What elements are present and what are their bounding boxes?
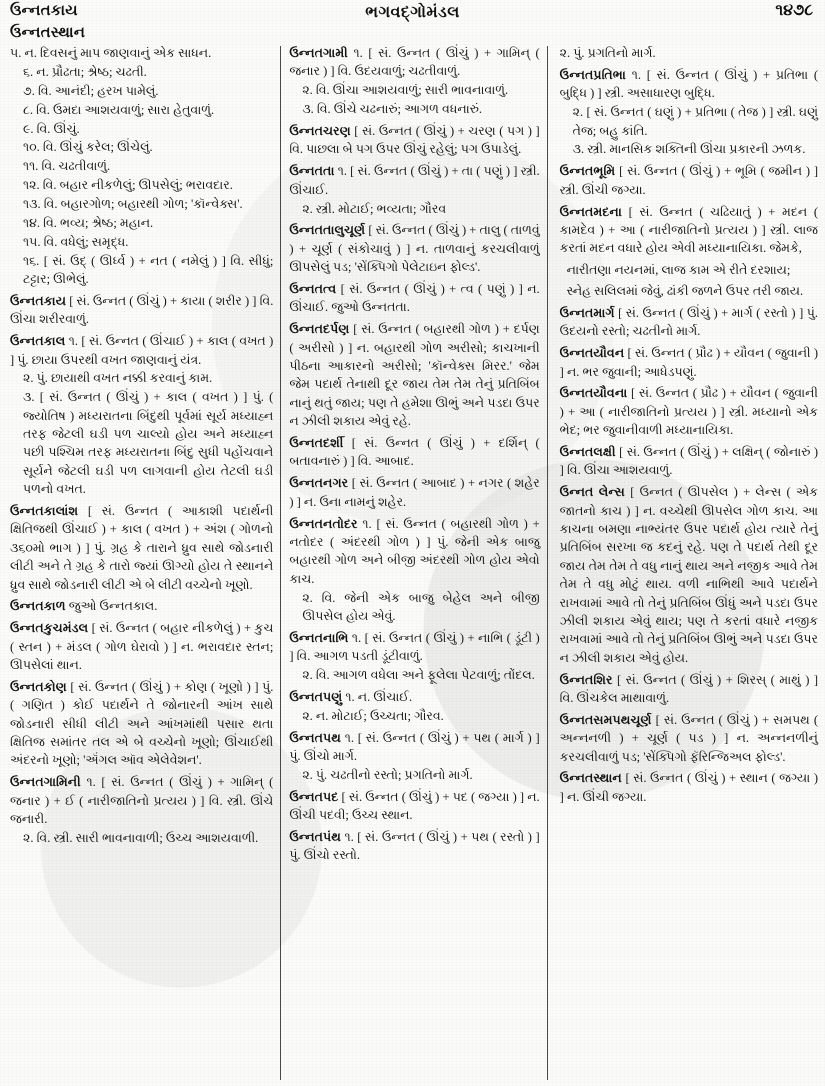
- dictionary-entry: [560, 769, 818, 806]
- dictionary-entry: [560, 203, 818, 301]
- entry-sense: [10, 176, 273, 194]
- entry-headword: ઉન્નતનગર: [289, 476, 349, 491]
- entry-text: ૧. [ સં. ઉન્નત ( ઊંચું ) + ગામિન્ ( જનાર ) + ઈ ( નારીજાતિનો પ્રત્યય ) ] વિ. સ્ત્રી. ઊંચે જનારી.: [10, 775, 274, 826]
- entry-text: ૧૩. વિ. બહારગોળ; બહારથી ગોળ; 'કૉન્વેક્સ'.: [23, 197, 243, 211]
- entry-headword: ઉન્નતસમપથચૂર્ણ: [559, 712, 652, 727]
- entry-headword: ઉન્નતકાલાંશ: [10, 504, 79, 518]
- entry-text: ૧. ન. ઊંચાઈ.: [345, 689, 413, 704]
- entry-headword: ઉન્નતપંથ: [289, 830, 341, 844]
- entry-text: [ સં. ઉન્નત ( ઊંચું ) + લક્ષિન્ ( જોનારું ) ] વિ. ઊંચા આશયવાળું.: [559, 445, 818, 478]
- entry-definition-first: [560, 162, 818, 199]
- entry-headword: ઉન્નતભૂમિ: [559, 164, 616, 179]
- entry-text: ૩. સ્ત્રી. માનસિક શક્તિની ઊંચા પ્રકારની ઝળક.: [572, 142, 806, 157]
- entry-verse-line: નારીતણા નયનમાં, લાજ કામ એ રીતે દરશાય;: [566, 262, 791, 277]
- entry-definition-first: [289, 515, 539, 589]
- entry-definition-first: [289, 474, 539, 511]
- dictionary-entry: [10, 292, 273, 329]
- entry-text: ૨. વિ. સ્ત્રી. સારી ભાવનાવાળી; ઉચ્ચ આશયવાળી.: [23, 830, 259, 845]
- entry-text: જુઓ ઉન્નતકાલ.: [68, 599, 158, 614]
- entry-text: ૨. વિ. આગળ વધેલા અને ફૂલેલા પેટવાળું; તોંદલ.: [302, 668, 535, 682]
- entry-sense: [289, 707, 539, 725]
- entry-sense: [289, 589, 539, 626]
- dictionary-entry: [560, 483, 818, 667]
- entry-definition-first: [10, 332, 273, 369]
- entry-text: [ સં. ઉન્નત ( ઊંચું ) + ભૂમિ ( જમીન ) ] સ્ત્રી. ઊંચી જગ્યા.: [559, 164, 819, 197]
- entry-text: [ સં. ઉન્નત ( ચઢિયાતું ) + મદન ( કામદેવ ) + આ ( નારીજાતિનો પ્રત્યય ) ] સ્ત્રી. લાજ કરતાં મદન વધારે હોય એવી મધ્યાનાયિકા. જેમકે,: [559, 204, 819, 256]
- column-divider-1: [280, 46, 281, 1080]
- dictionary-entry: [289, 474, 539, 511]
- entry-sense: [289, 81, 539, 99]
- dictionary-entry: [289, 629, 539, 685]
- entry-definition-first: [289, 221, 539, 276]
- dictionary-entry: [289, 515, 539, 626]
- entry-sense: [10, 195, 273, 213]
- entry-text: ૫. ન. દિવસનું માપ જાણવાનું એક સાધન.: [10, 46, 212, 60]
- entry-headword: ઉન્નતયૌવન: [559, 346, 625, 361]
- entry-headword: ઉન્નતદર્શી: [289, 436, 344, 450]
- book-title-running-head: ભગવદ્‌ગોમંડલ: [365, 4, 460, 21]
- page-header: [0, 0, 825, 46]
- entry-text: ૧. [ સં. ઉન્નત ( ઊંચું ) + નાભિ ( ડૂંટી ) ] વિ. આગળ પડતી ડૂંટીવાળું.: [289, 630, 540, 664]
- entry-definition-first: [560, 769, 818, 806]
- entry-definition-first: [560, 384, 818, 439]
- entry-headword: ઉન્નતકાલ: [10, 334, 66, 349]
- dictionary-entry: [289, 162, 539, 218]
- entry-definition-first: [10, 619, 273, 674]
- entry-definition-first: [289, 729, 539, 766]
- dictionary-entry: [10, 502, 273, 594]
- entry-text: ૧૧. વિ. ચઢતીવાળું.: [23, 159, 111, 174]
- entry-text: ૧. [ સં. ઉન્નત ( ઊંચું ) + તા ( પણું ) ] સ્ત્રી. ઊંચાઈ.: [289, 164, 540, 197]
- column-right: [548, 44, 825, 1084]
- entry-definition-first: [10, 502, 273, 594]
- entry-text: [ સં. ઉન્નત ( પ્રૌઢ ) + યૌવન ( જુવાની ) ] ન. ભર જુવાની; આધેડપણું.: [559, 346, 819, 379]
- entry-definition-first: [560, 203, 818, 258]
- entry-sense: [289, 200, 539, 218]
- entry-text: [ સં. ઉન્નત ( ઊંચું ) + સ્થાન ( જગ્યા ) ] ન. ઊંચી જગ્યા.: [559, 771, 818, 804]
- page-number: ૧૪૭૮: [775, 2, 813, 19]
- entry-sense: [10, 120, 273, 138]
- entry-text: ૧. [ સં. ઉન્નત ( ઊંચું ) + પથ ( માર્ગ ) ] પું. ઊંચો માર્ગ.: [289, 730, 540, 763]
- entry-sense: [289, 766, 539, 784]
- dictionary-entry: [10, 332, 273, 498]
- running-head-left-first: ઉન્નતકાય: [10, 3, 78, 19]
- entry-definition-first: [10, 773, 273, 828]
- entry-text: ૨. સ્ત્રી. મોટાઈ; ભવ્યતા; ગૌરવ: [302, 201, 447, 216]
- entry-text: [ સં. ઉન્નત ( પ્રૌઢ ) + યૌવન ( જુવાની ) + આ ( નારીજાતિનો પ્રત્યય ) ] સ્ત્રી. મધ્યાનો એક ભેદ; ભર જુવાનીવાળી મધ્યાનાયિકા.: [559, 386, 819, 438]
- entry-headword: ઉન્નત લેન્સ: [559, 485, 625, 500]
- entry-sense: [10, 138, 273, 156]
- entry-text: [ સં. ઉન્નત ( ઊંચું ) + પદ ( જગ્યા ) ] ન. ઊંચી પદવી; ઉચ્ચ સ્થાન.: [289, 789, 540, 823]
- entry-definition-first: [289, 122, 539, 159]
- entry-text: [ સં. ઉન્નત ( ઊંચું ) + ચરણ ( પગ ) ] વિ. પાછલા બે પગ ઉપર ઊંચું રહેલું; પગ ઉપાડેલું.: [289, 124, 540, 157]
- dictionary-entry: [289, 44, 539, 119]
- entry-definition-first: [560, 304, 818, 341]
- entry-text: ૮. વિ. ઉમદા આશયવાળું; સારા હેતુવાળું.: [23, 102, 215, 117]
- entry-text: [ સં. ઉન્નત ( ઊંચું ) + ત્વ ( પણું ) ] ન. ઊંચાઈ. જુઓ ઉન્નતતા.: [289, 282, 540, 315]
- entry-headword: ઉન્નતકાય: [10, 293, 67, 308]
- entry-text: ૧૨. વિ. બહાર નીકળેલું; ઊપસેલું; ભરાવદાર.: [23, 178, 233, 193]
- entry-headword: ઉન્નતશિર: [559, 672, 613, 687]
- entry-text: [ ઉન્નત ( ઊપસેલ ) + લેન્સ ( એક જાતનો કાચ ) ] ન. વચ્ચેથી ઊપસેલ ગોળ કાચ. આ કાચના બમણા નાભ્યંતર ઉપર પદાર્થ હોય ત્યારે તેનું પ્રતિબિંબ સરખા જ કદનું રહે. પણ તે પદાર્થ તેથી દૂર જાય તેમ તેમ તે વધુ નાનું થાય અને નજીક આવે તેમ તેમ તે વધુ મોટું થાય. વળી નાભિથી આવે પદાર્થને રાખવામાં આવે તો તેનું પ્રતિબિંબ ઊંધું અને પડદા ઉપર ઝીલી શકાય એવું થાય; પણ તે કરતાં વધારે નજીક રાખવામાં આવે તો તેનું પ્રતિબિંબ ઊભું અને પડદા ઉપર ન ઝીલી શકાય એવું હોય.: [559, 485, 819, 665]
- dictionary-entry: [10, 619, 273, 674]
- entry-headword: ઉન્નતમાર્ગ: [559, 305, 615, 320]
- dictionary-entry: [10, 773, 273, 847]
- entry-text: ૨. ન. મોટાઈ; ઉચ્ચતા; ગૌરવ.: [302, 708, 444, 723]
- entry-headword: ઉન્નતપદ: [289, 789, 339, 804]
- entry-definition-first: [560, 44, 818, 62]
- column-left: [0, 44, 280, 1084]
- entry-headword: ઉન્નતકુચમંડલ: [10, 621, 89, 636]
- entry-sense: [10, 388, 273, 498]
- entry-definition-first: [10, 44, 273, 62]
- entry-headword: ઉન્નતયૌવના: [559, 386, 628, 401]
- entry-headword: ઉન્નતદર્પણ: [289, 322, 350, 337]
- entry-definition-first: [10, 678, 273, 770]
- entry-text: ૧. [ સં. ઉન્નત ( ઊંચું ) + પથ ( રસ્તો ) ] પું. ઊંચો રસ્તો.: [289, 830, 540, 863]
- entry-definition-first: [289, 44, 539, 81]
- dictionary-entry: [289, 688, 539, 725]
- entry-definition-first: [289, 320, 539, 430]
- entry-text: ૨. વિ. જેની એક બાજુ બેહેલ અને બીજી ઊપસેલ હોય એવું.: [302, 590, 540, 623]
- entry-text: [ સં. ઉન્નત ( ઊંચું ) + સમપથ ( અન્નનળી ) + ચૂર્ણ ( પડ ) ] ન. અન્નનળીનું કરચલીવાળું પડ; 'સેંક્પિગો ફૅરિન્જિઅલ ફોલ્ડ'.: [559, 712, 819, 764]
- entry-text: ૩. વિ. ઊંચે ચઢનારું; આગળ વધનારું.: [302, 102, 482, 117]
- entry-headword: ઉન્નતગામિની: [10, 775, 81, 790]
- dictionary-entry: [289, 729, 539, 785]
- dictionary-entry: [560, 162, 818, 199]
- entry-headword: ઉન્નતનતોદર: [289, 516, 358, 531]
- entry-definition-first: [560, 66, 818, 103]
- entry-definition-first: [560, 344, 818, 381]
- entry-verse-line: સ્નેહ સલિલમાં જેવું, ઢાંકી જળને ઉપર તરી જાય.: [566, 284, 804, 298]
- entry-definition-first: [289, 434, 539, 471]
- entry-headword: ઉન્નતચરણ: [289, 124, 351, 138]
- entry-text: ૨. પું. છાયાથી વખત નક્કી કરવાનું કામ.: [23, 371, 213, 386]
- entry-definition-first: [10, 597, 273, 615]
- dictionary-entry: [560, 66, 818, 159]
- column-middle: [281, 44, 546, 1084]
- entry-text: ૧૦. વિ. ઊંચું કરેલ; ઊંચેલું.: [23, 140, 153, 155]
- entry-headword: ઉન્નતપ્રતિભા: [559, 67, 626, 82]
- entry-text: ૧. [ સં. ઉન્નત ( બહારથી ગોળ ) + નતોદર ( અંદરથી ગોળ ) ] પું. જેની એક બાજુ બહારથી ગોળ અને બીજી અંદરથી ગોળ હોય એવો કાચ.: [289, 516, 540, 586]
- entry-definition-first: [560, 483, 818, 667]
- column-container: [0, 44, 825, 1084]
- entry-sense: [560, 103, 818, 140]
- entry-headword: ઉન્નતસ્થાન: [559, 771, 622, 786]
- entry-sense: [10, 101, 273, 119]
- dictionary-entry: [289, 828, 539, 865]
- dictionary-entry: [560, 344, 818, 381]
- entry-headword: ઉન્નતત્વ: [289, 282, 337, 296]
- entry-text: ૩. [ સં. ઉન્નત ( ઊંચું ) + કાલ ( વખત ) ] પું. ( જ્યોતિષ ) મધ્યરાતના બિંદુથી પૂર્વમાં સૂર્ય મધ્યાહ્ન તરફ જેટલી ઘડી પળ ચાલ્યો હોય અને મધ્યાહ્ન પછી પશ્ચિમ તરફ મધ્યરાતના બિંદુ સુધી પહોંચવાને સૂર્યને જેટલી ઘડી પળ લાગવાની હોય તેટલી ઘડી પળનો વખત.: [23, 390, 274, 497]
- entry-headword: ઉન્નતનાભિ: [289, 630, 349, 645]
- entry-text: ૭. વિ. આનંદી; હરખ પામેલું.: [23, 83, 159, 98]
- dictionary-entry: [289, 788, 539, 825]
- entry-text: ૧૪. વિ. ભવ્ય; શ્રેષ્ઠ; મહાન.: [23, 215, 154, 230]
- entry-headword: ઉન્નતલક્ષી: [559, 445, 616, 459]
- entry-headword: ઉન્નતમદના: [559, 204, 622, 219]
- column-divider-2: [547, 46, 548, 1080]
- entry-sense: [10, 233, 273, 251]
- entry-text: [ સં. ઉન્નત ( ઊંચું ) + શિરસ્ ( માથું ) ] વિ. ઊંચકેલ માથાવાળું.: [559, 672, 818, 705]
- entry-text: [ સં. ઉન્નત ( ઊંચું ) + કાયા ( શરીર ) ] વિ. ઊંચા શરીરવાળું.: [10, 293, 274, 327]
- entry-sense: [10, 214, 273, 232]
- entry-definition-first: [10, 292, 273, 329]
- entry-sense: [10, 82, 273, 100]
- entry-text: [ સં. ઉન્નત ( આબાદ ) + નગર ( શહેર ) ] ન. ઉના નામનું શહેર.: [289, 476, 540, 509]
- entry-headword: ઉન્નતતા: [289, 164, 335, 179]
- entry-text: [ સં. ઉન્નત ( ઊંચું ) + માર્ગ ( રસ્તો ) ] પું. ઉદયનો રસ્તો; ચઢતીનો માર્ગ.: [559, 305, 819, 339]
- entry-definition-first: [289, 280, 539, 317]
- entry-sense: [10, 63, 273, 81]
- entry-sense: [10, 369, 273, 387]
- entry-text: ૧૬. [ સં. ઉદ્ ( ઊર્ધ્વ ) + નત ( નમેલું ) ] વિ. સીધું; ટટ્ટાર; ઊભેલું.: [23, 253, 274, 286]
- entry-headword: ઉન્નતકાળ: [10, 599, 66, 614]
- entry-definition-first: [289, 688, 539, 706]
- dictionary-entry: [10, 597, 273, 615]
- running-head-left-last: ઉન્નતસ્થાન: [10, 25, 86, 41]
- entry-definition-first: [289, 162, 539, 199]
- entry-sense: [289, 666, 539, 684]
- dictionary-entry: [10, 44, 273, 288]
- dictionary-entry: [560, 304, 818, 341]
- dictionary-entry: [10, 678, 273, 770]
- entry-sense: [10, 252, 273, 289]
- entry-text: ૨. વિ. ઊંચા આશયવાળું; સારી ભાવનાવાળું.: [302, 83, 509, 98]
- entry-text: [ સં. ઉન્નત ( ઊંચું ) + કોણ ( ખૂણો ) ] પું. ( ગણિત ) કોઈ પદાર્થને તે જોનારની આંખ સાથે જોડનારી સીધી લીટી અને આંખમાંથી પસાર થતા ક્ષિતિજ સમાંતર તલ એ બે વચ્ચેનો ખૂણો; ઊંચાઈથી અંદરનો ખૂણો; 'ઍંગલ ઑવ એલેવેશન'.: [10, 679, 274, 768]
- entry-sense: [10, 829, 273, 847]
- entry-definition-first: [560, 443, 818, 480]
- dictionary-entry: [289, 221, 539, 276]
- entry-text: [ સં. ઉન્નત ( ઊંચું ) + દર્શિન્ ( બતાવનારું ) ] વિ. આબાદ.: [289, 436, 540, 469]
- entry-text: ૨. પું. ચઢતીનો રસ્તો; પ્રગતિનો માર્ગ.: [302, 767, 473, 782]
- entry-headword: ઉન્નતપથ: [289, 730, 341, 745]
- entry-text: ૧. [ સં. ઉન્નત ( ઊંચું ) + પ્રતિભા ( બુદ્ધિ ) ] સ્ત્રી. અસાધારણ બુદ્ધિ.: [559, 67, 818, 101]
- entry-headword: ઉન્નતપણું: [289, 689, 343, 704]
- dictionary-entry: [289, 122, 539, 159]
- entry-text: ૨. [ સં. ઉન્નત ( ઘણું ) + પ્રતિભા ( તેજ ) ] સ્ત્રી. ઘણું તેજ; બહુ કાંતિ.: [572, 105, 818, 138]
- entry-definition-first: [560, 711, 818, 766]
- dictionary-entry: [289, 320, 539, 430]
- dictionary-entry: [289, 280, 539, 317]
- entry-sense: [289, 100, 539, 118]
- entry-text: [ સં. ઉન્નત ( ઊંચું ) + તાલુ ( તાળવું ) + ચૂર્ણ ( સંકોચાવું ) ] ન. તાળવાનું કરચલીવાળું ઊપસેલું પડ; 'સેંક્પિગો પેલેટાઇન ફોલ્ડ'.: [289, 223, 540, 275]
- entry-text: [ સં. ઉન્નત ( બહાર નીકળેલું ) + કુચ ( સ્તન ) + મંડલ ( ગોળ ઘેરાવો ) ] ન. ભરાવદાર સ્તન; ઊપસેલાં થાન.: [10, 621, 274, 672]
- entry-text: ૬. ન. પ્રૌઢતા; શ્રેષ્ઠ; ચઢતી.: [23, 64, 147, 79]
- entry-text: ૧. [ સં. ઉન્નત ( ઊંચું ) + ગામિન્ ( જનાર ) ] વિ. ઉદયવાળું; ચઢતીવાળું.: [289, 46, 540, 79]
- entry-headword: ઉન્નતતાલુચૂર્ણ: [289, 223, 366, 238]
- dictionary-entry: [560, 44, 818, 62]
- dictionary-entry: [560, 384, 818, 439]
- entry-text: ૯. વિ. ઊંચું.: [23, 121, 80, 136]
- dictionary-entry: [289, 434, 539, 471]
- dictionary-entry: [560, 671, 818, 708]
- dictionary-entry: [560, 711, 818, 766]
- entry-sense: [560, 140, 818, 158]
- dictionary-entry: [560, 443, 818, 480]
- entry-definition-first: [289, 629, 539, 666]
- entry-text: [ સં. ઉન્નત ( આકાશી પદાર્થની ક્ષિતિજથી ઊંચાઈ ) + કાલ ( વખત ) + અંશ ( ગોળનો ૩૬૦મો ભાગ ) ] પું. ગ્રહ કે તારાને ધ્રુવ સાથે જોડનારી લીટી અને તે ગ્રહ કે તારો જ્યાં ઊગ્યો હોય તે સ્થાનને ધ્રુવ સાથે જોડનારી લીટી એ બે લીટી વચ્ચેનો ખૂણો.: [10, 504, 274, 592]
- entry-headword: ઉન્નતગામી: [289, 46, 348, 60]
- entry-text: ૧. [ સં. ઉન્નત ( ઊંચાઈ ) + કાલ ( વખત ) ] પું. છાયા ઉપરથી વખત જાણવાનું યંત્ર.: [10, 334, 274, 367]
- entry-text: ૧૫. વિ. વધેલું; સમૃદ્ધ.: [23, 234, 129, 249]
- entry-sense: [10, 157, 273, 175]
- entry-headword: ઉન્નતકોણ: [10, 679, 67, 694]
- entry-text: [ સં. ઉન્નત ( બહારથી ગોળ ) + દર્પણ ( અરીસો ) ] ન. બહારથી ગોળ અરીસો; કાચખાની પીઠના આકારનો અરીસો; 'કૉન્વેક્સ મિરર.' જેમ જેમ પદાર્થ તેનાથી દૂર જાય તેમ તેમ તેનું પ્રતિબિંબ નાનું થતું જાય; પણ તે હમેશા ઊભું અને પડદા ઉપર ન ઝીલી શકાય એવું રહે.: [289, 322, 540, 429]
- entry-definition-first: [289, 788, 539, 825]
- entry-text: ૨. પું. પ્રગતિનો માર્ગ.: [559, 46, 656, 60]
- entry-definition-first: [289, 828, 539, 865]
- entry-definition-first: [560, 671, 818, 708]
